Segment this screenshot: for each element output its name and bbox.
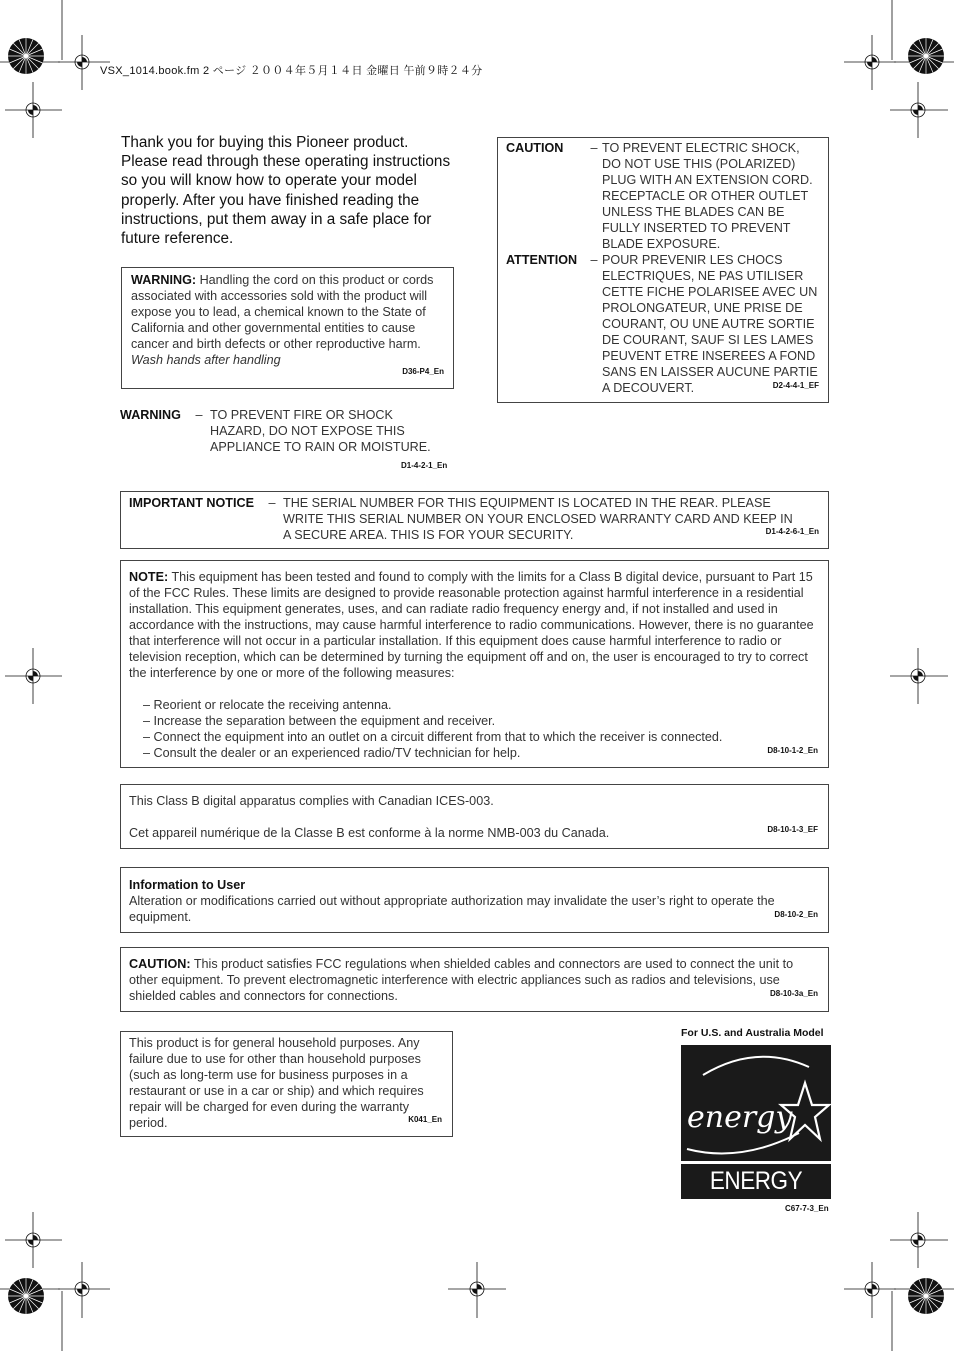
info-text: Alteration or modifications carried out without appropriate authorization may invalidate the user’s right to operate the equipment. bbox=[129, 894, 775, 924]
energy-star-icon bbox=[681, 1045, 831, 1163]
energy-code: C67-7-3_En bbox=[785, 1204, 829, 1213]
note-label: NOTE: bbox=[129, 570, 169, 584]
warning-text: Handling the cord on this product or cords associated with accessories sold with the product will expose you to lead, a chemical known to the State of California and other governmental entities to cause cancer and birth defects or other reproductive harm. bbox=[131, 273, 434, 351]
file-header: VSX_1014.book.fm 2 ページ ２００４年５月１４日 金曜日 午前９時２４分 bbox=[100, 65, 483, 77]
energy-script: energy bbox=[687, 1100, 793, 1135]
household-box bbox=[120, 1031, 453, 1137]
fcc-note-box bbox=[120, 560, 829, 768]
canada-line-en: This Class B digital apparatus complies with Canadian ICES-003. bbox=[129, 794, 494, 808]
fire-warning-text: TO PREVENT FIRE OR SHOCK HAZARD, DO NOT EXPOSE THIS APPLIANCE TO RAIN OR MOISTURE. bbox=[210, 408, 431, 454]
list-item: – Connect the equipment into an outlet on a circuit different from that to which the receiver is connected. bbox=[143, 730, 723, 744]
list-item: – Reorient or relocate the receiving antenna. bbox=[143, 698, 392, 712]
energy-star-text: ENERGY STAR bbox=[709, 1167, 803, 1225]
caution-box bbox=[497, 137, 829, 403]
fire-warning-label: WARNING bbox=[120, 408, 181, 422]
caution-text: TO PREVENT ELECTRIC SHOCK, DO NOT USE THIS (POLARIZED) PLUG WITH AN EXTENSION CORD. RECEPTACLE OR OTHER OUTLET UNLESS THE BLADES CAN BE FULLY INSERTED TO PREVENT BLADE EXPOSURE. bbox=[602, 141, 813, 251]
household-text: This product is for general household purposes. Any failure due to use for other than household purposes (such as long-term use for business purposes in a restaurant or use in a car or ship) and which requires repair will be charged for even during the warranty period. bbox=[129, 1036, 424, 1130]
attention-dash: – bbox=[590, 253, 598, 267]
important-notice-box bbox=[120, 491, 829, 549]
fire-warning-code: D1-4-2-1_En bbox=[401, 461, 448, 470]
note-text: This equipment has been tested and found to comply with the limits for a Class B digital device, pursuant to Part 15 of the FCC Rules. These limits are designed to provide reasonable protection against harmful interference in a residential installation. This equipment generates, uses, and can radiate radio frequency energy and, if not installed and used in accordance with the instructions, may cause harmful interference to radio communications. However, there is no guarantee that interference will not occur in a particular installation. If this equipment does cause harmful interference to radio or television reception, which can be determined by turning the equipment off and on, the user is encouraged to try to correct the interference by one or more of the following measures: bbox=[129, 570, 814, 680]
fcc-caution-box bbox=[120, 947, 829, 1012]
warning-code: D36-P4_En bbox=[402, 367, 444, 376]
info-code: D8-10-2_En bbox=[774, 910, 818, 919]
info-title: Information to User bbox=[129, 878, 246, 892]
warning-box bbox=[121, 267, 454, 389]
measures-list bbox=[129, 697, 820, 761]
caution-row bbox=[506, 140, 820, 252]
canada-line-fr: Cet appareil numérique de la Classe B est conforme à la norme NMB-003 du Canada. bbox=[129, 826, 610, 840]
energy-model-label: For U.S. and Australia Model bbox=[681, 1027, 824, 1039]
fcc-caution-label: CAUTION: bbox=[129, 957, 191, 971]
attention-text: POUR PREVENIR LES CHOCS ELECTRIQUES, NE PAS UTILISER CETTE FICHE POLARISEE AVEC UN PROLONGATEUR, UNE PRISE DE COURANT, OU UNE AUTRE SORTIE DE COURANT, SAUF SI LES LAMES PEUVENT ETRE INSEREES A FOND SANS EN LAISSER AUCUNE PARTIE A DECOUVERT. bbox=[602, 253, 818, 395]
fcc-caution-code: D8-10-3a_En bbox=[769, 989, 818, 998]
canada-code: D8-10-1-3_EF bbox=[767, 825, 818, 834]
intro-paragraph: Thank you for buying this Pioneer product. Please read through these operating instructions so you will know how to operate your model properly. After you have finished reading the instructions, put them away in a safe place for future reference. bbox=[121, 134, 451, 248]
fire-warning-dash: – bbox=[195, 408, 203, 422]
important-notice-label: IMPORTANT NOTICE bbox=[129, 496, 254, 510]
warning-note: Wash hands after handling bbox=[131, 353, 281, 367]
important-notice-text: THE SERIAL NUMBER FOR THIS EQUIPMENT IS LOCATED IN THE REAR. PLEASE WRITE THIS SERIAL NUMBER ON YOUR ENCLOSED WARRANTY CARD AND KEEP IN A SECURE AREA. THIS IS FOR YOUR SECURITY. bbox=[283, 496, 793, 542]
important-notice-code: D1-4-2-6-1_En bbox=[765, 527, 819, 536]
list-item: – Consult the dealer or an experienced radio/TV technician for help. bbox=[143, 746, 521, 760]
caution-code: D2-4-4-1_EF bbox=[772, 381, 819, 390]
important-notice-dash: – bbox=[268, 496, 276, 510]
attention-row bbox=[506, 252, 820, 396]
info-box bbox=[120, 867, 829, 933]
list-item: – Increase the separation between the equipment and receiver. bbox=[143, 714, 496, 728]
household-code: K041_En bbox=[408, 1115, 442, 1124]
canada-box bbox=[120, 784, 829, 849]
caution-label: CAUTION bbox=[506, 141, 564, 155]
caution-dash: – bbox=[590, 141, 598, 155]
note-code: D8-10-1-2_En bbox=[767, 746, 818, 755]
attention-label: ATTENTION bbox=[506, 253, 578, 267]
energy-star-divider bbox=[681, 1161, 831, 1164]
fire-warning bbox=[120, 407, 454, 455]
fcc-caution-text: This product satisfies FCC regulations when shielded cables and connectors are used to connect the unit to other equipment. To prevent electromagnetic interference with electric appliances such as radios and televisions, use shielded cables and connectors for connections. bbox=[129, 957, 794, 1003]
warning-label: WARNING: bbox=[131, 273, 197, 287]
